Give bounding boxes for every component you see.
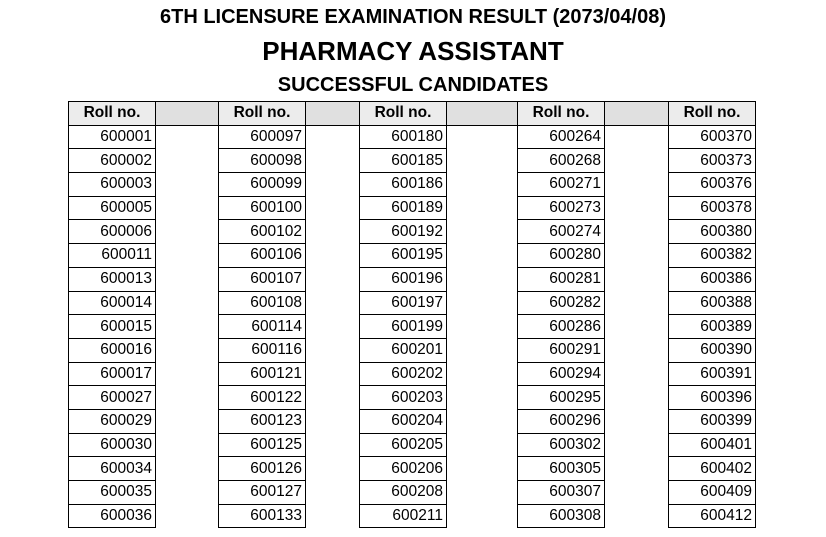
column-gap (447, 362, 518, 386)
column-gap (306, 173, 360, 197)
column-gap (156, 244, 219, 268)
column-gap (605, 149, 669, 173)
column-gap (447, 102, 518, 126)
roll-number-cell: 600006 (69, 220, 156, 244)
table-row (69, 386, 756, 410)
column-gap (306, 267, 360, 291)
roll-number-cell: 600291 (518, 338, 605, 362)
column-gap (605, 409, 669, 433)
column-gap (306, 125, 360, 149)
column-gap (306, 433, 360, 457)
roll-number-cell: 600396 (669, 386, 756, 410)
roll-number-cell: 600206 (360, 457, 447, 481)
column-gap (447, 457, 518, 481)
column-gap (306, 220, 360, 244)
column-gap (156, 409, 219, 433)
roll-number-cell: 600380 (669, 220, 756, 244)
column-header: Roll no. (219, 102, 306, 126)
column-gap (605, 362, 669, 386)
roll-number-cell: 600401 (669, 433, 756, 457)
column-gap (447, 244, 518, 268)
roll-number-cell: 600002 (69, 149, 156, 173)
roll-number-cell: 600133 (219, 504, 306, 528)
roll-number-cell: 600098 (219, 149, 306, 173)
roll-number-cell: 600097 (219, 125, 306, 149)
table-row (69, 433, 756, 457)
column-gap (156, 481, 219, 505)
column-gap (605, 386, 669, 410)
roll-number-cell: 600122 (219, 386, 306, 410)
column-gap (605, 433, 669, 457)
roll-number-cell: 600017 (69, 362, 156, 386)
roll-number-cell: 600308 (518, 504, 605, 528)
roll-number-cell: 600378 (669, 196, 756, 220)
column-gap (156, 433, 219, 457)
column-header: Roll no. (669, 102, 756, 126)
column-gap (156, 386, 219, 410)
column-gap (306, 386, 360, 410)
roll-number-cell: 600412 (669, 504, 756, 528)
roll-number-cell: 600114 (219, 315, 306, 339)
table-row (69, 481, 756, 505)
roll-number-cell: 600402 (669, 457, 756, 481)
roll-number-cell: 600035 (69, 481, 156, 505)
column-gap (156, 362, 219, 386)
column-gap (605, 244, 669, 268)
roll-number-cell: 600001 (69, 125, 156, 149)
table-row (69, 315, 756, 339)
roll-number-cell: 600123 (219, 409, 306, 433)
roll-number-cell: 600211 (360, 504, 447, 528)
roll-number-cell: 600121 (219, 362, 306, 386)
column-gap (306, 102, 360, 126)
roll-number-cell: 600296 (518, 409, 605, 433)
roll-number-cell: 600302 (518, 433, 605, 457)
column-gap (605, 220, 669, 244)
table-header-row (69, 102, 756, 126)
roll-number-cell: 600409 (669, 481, 756, 505)
column-gap (447, 481, 518, 505)
roll-number-cell: 600014 (69, 291, 156, 315)
column-header: Roll no. (360, 102, 447, 126)
roll-number-cell: 600399 (669, 409, 756, 433)
column-gap (156, 338, 219, 362)
column-gap (306, 457, 360, 481)
roll-number-cell: 600013 (69, 267, 156, 291)
column-gap (156, 196, 219, 220)
column-gap (447, 173, 518, 197)
roll-number-cell: 600208 (360, 481, 447, 505)
roll-number-cell: 600108 (219, 291, 306, 315)
roll-number-cell: 600305 (518, 457, 605, 481)
roll-number-cell: 600034 (69, 457, 156, 481)
roll-number-cell: 600030 (69, 433, 156, 457)
column-gap (156, 457, 219, 481)
roll-number-cell: 600281 (518, 267, 605, 291)
column-gap (156, 291, 219, 315)
column-gap (447, 196, 518, 220)
column-gap (447, 409, 518, 433)
roll-number-cell: 600185 (360, 149, 447, 173)
table-row (69, 244, 756, 268)
roll-number-cell: 600016 (69, 338, 156, 362)
results-table (68, 101, 756, 528)
roll-number-cell: 600205 (360, 433, 447, 457)
column-gap (156, 173, 219, 197)
roll-number-cell: 600127 (219, 481, 306, 505)
section-subtitle: SUCCESSFUL CANDIDATES (277, 74, 549, 96)
column-gap (447, 433, 518, 457)
column-header: Roll no. (69, 102, 156, 126)
column-gap (605, 173, 669, 197)
column-gap (605, 125, 669, 149)
roll-number-cell: 600201 (360, 338, 447, 362)
column-gap (306, 409, 360, 433)
table-row (69, 338, 756, 362)
column-gap (156, 220, 219, 244)
column-gap (156, 149, 219, 173)
column-gap (156, 504, 219, 528)
roll-number-cell: 600388 (669, 291, 756, 315)
column-gap (605, 481, 669, 505)
roll-number-cell: 600199 (360, 315, 447, 339)
roll-number-cell: 600376 (669, 173, 756, 197)
roll-number-cell: 600282 (518, 291, 605, 315)
roll-number-cell: 600307 (518, 481, 605, 505)
column-gap (605, 315, 669, 339)
roll-number-cell: 600116 (219, 338, 306, 362)
column-gap (306, 149, 360, 173)
roll-number-cell: 600197 (360, 291, 447, 315)
table-row (69, 220, 756, 244)
column-gap (306, 481, 360, 505)
table-row (69, 267, 756, 291)
roll-number-cell: 600100 (219, 196, 306, 220)
roll-number-cell: 600203 (360, 386, 447, 410)
roll-number-cell: 600125 (219, 433, 306, 457)
column-gap (605, 291, 669, 315)
column-gap (605, 102, 669, 126)
roll-number-cell: 600294 (518, 362, 605, 386)
column-gap (447, 149, 518, 173)
roll-number-cell: 600274 (518, 220, 605, 244)
table-row (69, 504, 756, 528)
roll-number-cell: 600015 (69, 315, 156, 339)
column-gap (447, 386, 518, 410)
column-header: Roll no. (518, 102, 605, 126)
roll-number-cell: 600268 (518, 149, 605, 173)
column-gap (306, 196, 360, 220)
column-gap (605, 457, 669, 481)
column-gap (306, 244, 360, 268)
roll-number-cell: 600036 (69, 504, 156, 528)
table-row (69, 409, 756, 433)
column-gap (306, 504, 360, 528)
roll-number-cell: 600271 (518, 173, 605, 197)
roll-number-cell: 600106 (219, 244, 306, 268)
table-row (69, 362, 756, 386)
roll-number-cell: 600202 (360, 362, 447, 386)
results-body (69, 125, 756, 528)
column-gap (447, 125, 518, 149)
roll-number-cell: 600107 (219, 267, 306, 291)
roll-number-cell: 600180 (360, 125, 447, 149)
column-gap (447, 267, 518, 291)
roll-number-cell: 600186 (360, 173, 447, 197)
column-gap (605, 338, 669, 362)
roll-number-cell: 600382 (669, 244, 756, 268)
roll-number-cell: 600126 (219, 457, 306, 481)
column-gap (605, 267, 669, 291)
roll-number-cell: 600189 (360, 196, 447, 220)
column-gap (306, 338, 360, 362)
column-gap (447, 220, 518, 244)
roll-number-cell: 600027 (69, 386, 156, 410)
roll-number-cell: 600391 (669, 362, 756, 386)
table-row (69, 196, 756, 220)
roll-number-cell: 600373 (669, 149, 756, 173)
column-gap (605, 504, 669, 528)
table-row (69, 149, 756, 173)
program-title: PHARMACY ASSISTANT (262, 36, 564, 66)
column-gap (156, 267, 219, 291)
roll-number-cell: 600273 (518, 196, 605, 220)
column-gap (605, 196, 669, 220)
roll-number-cell: 600286 (518, 315, 605, 339)
roll-number-cell: 600280 (518, 244, 605, 268)
roll-number-cell: 600102 (219, 220, 306, 244)
column-gap (156, 125, 219, 149)
column-gap (447, 315, 518, 339)
roll-number-cell: 600011 (69, 244, 156, 268)
column-gap (306, 315, 360, 339)
column-gap (447, 504, 518, 528)
roll-number-cell: 600295 (518, 386, 605, 410)
column-gap (447, 291, 518, 315)
table-row (69, 291, 756, 315)
column-gap (306, 291, 360, 315)
table-row (69, 457, 756, 481)
roll-number-cell: 600029 (69, 409, 156, 433)
roll-number-cell: 600264 (518, 125, 605, 149)
roll-number-cell: 600386 (669, 267, 756, 291)
roll-number-cell: 600003 (69, 173, 156, 197)
exam-result-title: 6TH LICENSURE EXAMINATION RESULT (2073/04/08) (159, 6, 667, 28)
column-gap (156, 315, 219, 339)
roll-number-cell: 600192 (360, 220, 447, 244)
table-row (69, 173, 756, 197)
roll-number-cell: 600390 (669, 338, 756, 362)
table-row (69, 125, 756, 149)
column-gap (447, 338, 518, 362)
roll-number-cell: 600195 (360, 244, 447, 268)
roll-number-cell: 600196 (360, 267, 447, 291)
column-gap (306, 362, 360, 386)
roll-number-cell: 600005 (69, 196, 156, 220)
roll-number-cell: 600204 (360, 409, 447, 433)
column-gap (156, 102, 219, 126)
roll-number-cell: 600370 (669, 125, 756, 149)
roll-number-cell: 600099 (219, 173, 306, 197)
roll-number-cell: 600389 (669, 315, 756, 339)
